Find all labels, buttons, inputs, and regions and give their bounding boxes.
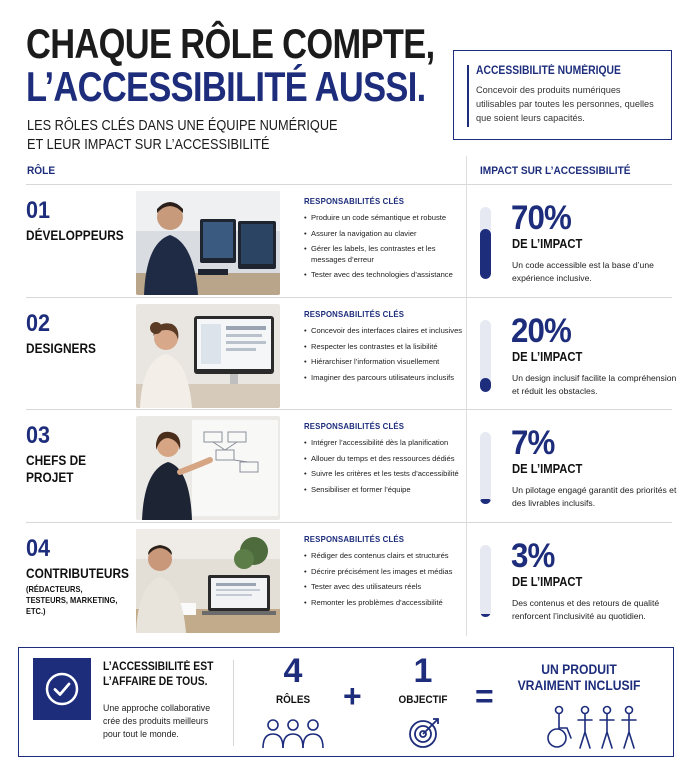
list-item: • Suivre les critères et les tests d’accessibilité [304,469,464,480]
responsibilities-list [304,551,464,608]
summary-box [18,647,674,757]
impact-description: Un pilotage engagé garantit des priorités et des livrables inclusifs. [512,485,677,508]
responsibilities-title: RESPONSABILITÉS CLÉS [304,535,405,544]
goal-count: 1 [413,652,433,690]
role-name-text: CONTRIBUTEURS [26,566,129,581]
list-item: • Hiérarchiser l’information visuellement [304,357,464,368]
impact-bar [480,320,491,392]
divider [26,184,672,185]
impact-percent: 20% [511,312,571,350]
goal-label: OBJECTIF [398,694,448,706]
roles-count: 4 [283,652,303,690]
column-header-impact: IMPACT SUR L’ACCESSIBILITÉ [480,165,631,177]
responsibilities-list [304,326,464,383]
roles-label: RÔLES [275,694,311,706]
result-statement: UN PRODUIT VRAIMENT INCLUSIF [517,662,641,693]
list-item: • Assurer la navigation au clavier [304,229,464,240]
list-item: • Remonter les problèmes d’accessibilité [304,598,464,609]
responsibilities-list [304,438,464,495]
definition-title: ACCESSIBILITÉ NUMÉRIQUE [476,65,621,77]
role-number: 02 [26,310,51,337]
role-row-project-managers [0,412,700,522]
impact-label: DE L’IMPACT [512,462,583,476]
list-item: • Décrire précisément les images et médias [304,567,464,578]
summary-statement: L’ACCESSIBILITÉ EST L’AFFAIRE DE TOUS. [103,661,214,688]
impact-label: DE L’IMPACT [512,575,583,589]
role-name [26,227,140,244]
impact-bar-fill [480,378,491,392]
column-header-role: RÔLE [27,165,56,177]
role-number: 01 [26,197,51,224]
project-manager-photo [136,416,280,520]
summary-text: Une approche collaborative crée des produits meilleurs pour tout le monde. [103,703,211,739]
responsibilities [304,310,464,388]
subtitle-line-2: ET LEUR IMPACT SUR L’ACCESSIBILITÉ [27,137,270,153]
role-number: 04 [26,535,51,562]
list-item: • Rédiger des contenus clairs et structurés [304,551,464,562]
responsibilities [304,535,464,613]
equals-sign: = [475,678,494,714]
impact-percent: 7% [511,424,555,462]
role-row-designers [0,300,700,410]
role-name [26,340,140,357]
list-item: • Produire un code sémantique et robuste [304,213,464,224]
developer-photo [136,191,280,295]
impact-bar-fill [480,499,491,504]
role-number: 03 [26,422,51,449]
list-item: • Allouer du temps et des ressources dédiés [304,454,464,465]
responsibilities-title: RESPONSABILITÉS CLÉS [304,197,405,206]
target-icon [407,714,443,750]
responsibilities-list [304,213,464,281]
subtitle [27,117,338,155]
impact-description: Un code accessible est la base d’une expérience inclusive. [512,260,654,283]
definition-box [453,50,672,140]
title-line-1: CHAQUE RÔLE COMPTE, [26,20,435,67]
responsibilities-title: RESPONSABILITÉS CLÉS [304,422,405,431]
role-name-text: CHEFS DE PROJET [26,453,87,485]
list-item: • Concevoir des interfaces claires et inclusives [304,326,464,337]
subtitle-line-1: LES RÔLES CLÉS DANS UNE ÉQUIPE NUMÉRIQUE [27,118,338,134]
definition-text: Concevoir des produits numériques utilisables par toutes les personnes, quelles que soient leurs capacités. [476,85,654,123]
role-row-developers [0,187,700,297]
divider [26,522,672,523]
responsibilities [304,422,464,500]
role-name-text: DÉVELOPPEURS [26,228,124,243]
divider [26,297,672,298]
impact-description: Des contenus et des retours de qualité renforcent l’inclusivité au quotidien. [512,598,660,621]
impact-bar [480,207,491,279]
accessibility-people-icon [545,704,645,750]
headline [26,22,446,108]
contributor-photo [136,529,280,633]
impact-bar-fill [480,229,491,279]
title-line-2: L’ACCESSIBILITÉ AUSSI. [26,63,426,110]
list-item: • Imaginer des parcours utilisateurs inclusifs [304,373,464,384]
list-item: • Respecter les contrastes et la lisibilité [304,342,464,353]
list-item: • Tester avec des technologies d’assistance [304,270,464,281]
role-subtitle: (RÉDACTEURS, TESTEURS, MARKETING, ETC.) [26,584,118,616]
impact-label: DE L’IMPACT [512,237,583,251]
role-row-contributors [0,525,700,635]
impact-bar-fill [480,614,491,617]
list-item: • Gérer les labels, les contrastes et les messages d’erreur [304,244,464,265]
divider [233,660,234,746]
impact-label: DE L’IMPACT [512,350,583,364]
role-name [26,452,93,486]
role-name [26,565,129,617]
check-icon [33,658,91,720]
role-name-text: DESIGNERS [26,341,96,356]
impact-percent: 3% [511,537,555,575]
list-item: • Tester avec des utilisateurs réels [304,582,464,593]
designer-photo [136,304,280,408]
impact-description: Un design inclusif facilite la compréhension et réduit les obstacles. [512,373,677,396]
impact-percent: 70% [511,199,571,237]
responsibilities [304,197,464,286]
impact-bar [480,545,491,617]
impact-bar [480,432,491,504]
responsibilities-title: RESPONSABILITÉS CLÉS [304,310,405,319]
list-item: • Intégrer l’accessibilité dès la planification [304,438,464,449]
people-icon [259,716,327,750]
list-item: • Sensibiliser et former l’équipe [304,485,464,496]
plus-sign: + [343,678,362,714]
